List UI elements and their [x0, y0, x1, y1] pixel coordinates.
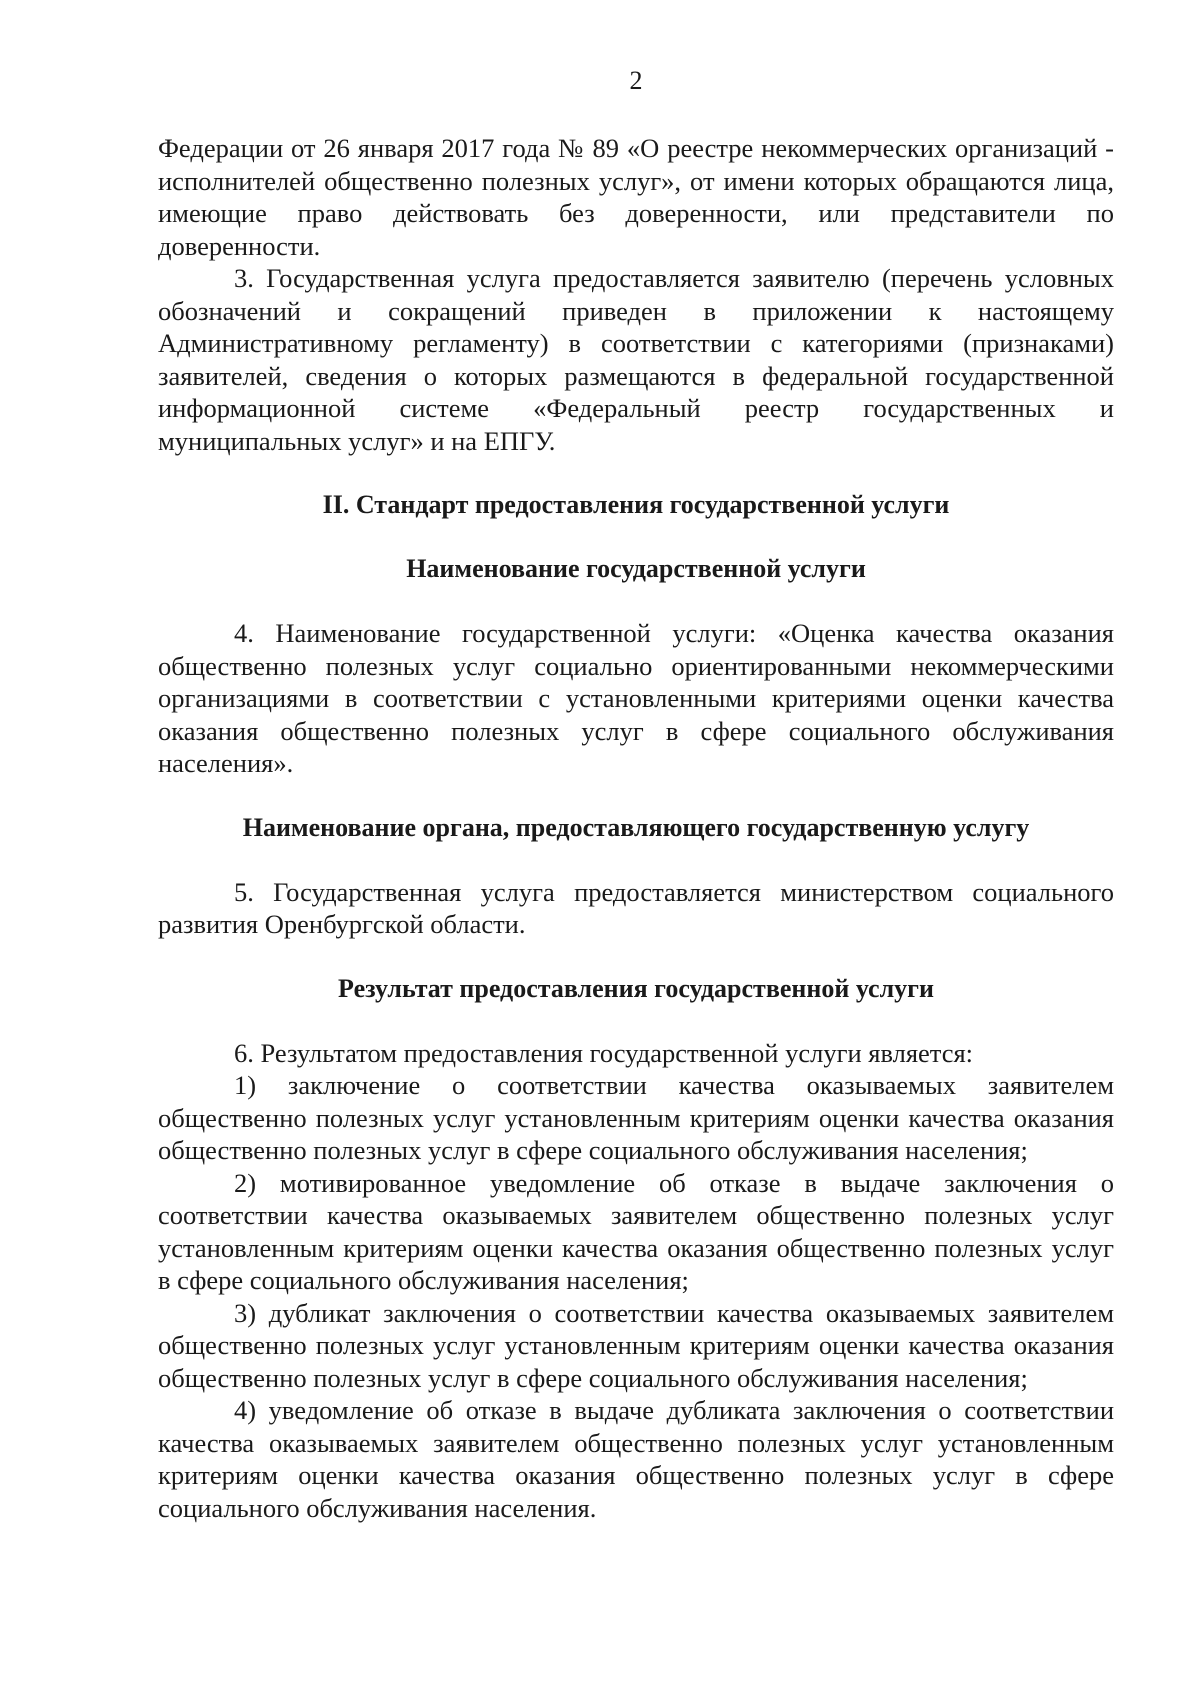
list-item-6-3: 3) дубликат заключения о соответствии качества оказываемых заявителем общественно полезных услуг установленным критериям оценки качества оказания общественно полезных услуг в сфере социального обслуживания населения; — [158, 1297, 1114, 1393]
list-item-6-2: 2) мотивированное уведомление об отказе в выдаче заключения о соответствии качества оказываемых заявителем общественно полезных услуг установленным критериям оценки качества оказания общественно полезных услуг в сфере социального обслуживания населения; — [158, 1167, 1114, 1295]
paragraph-item-5: 5. Государственная услуга предоставляется министерством социального развития Оренбургской области. — [158, 876, 1114, 939]
section-heading: II. Стандарт предоставления государственной услуги — [322, 490, 950, 519]
subheading-authority: Наименование органа, предоставляющего государственную услугу — [242, 812, 1030, 842]
list-item-6-1: 1) заключение о соответствии качества оказываемых заявителем общественно полезных услуг установленным критериям оценки качества оказания общественно полезных услуг в сфере социального обслуживания населения; — [158, 1070, 1114, 1165]
list-item-6-4: 4) уведомление об отказе в выдаче дубликата заключения о соответствии качества оказываемых заявителем общественно полезных услуг установленным критериям оценки качества оказания общественно полезных услуг в сфере социального обслуживания населения. — [158, 1395, 1114, 1523]
page-number: 2 — [629, 66, 643, 95]
subheading-result: Результат предоставления государственной услуги — [338, 973, 934, 1003]
paragraph-item-6: 6. Результатом предоставления государственной услуги является: — [234, 1037, 974, 1068]
paragraph-item-4: 4. Наименование государственной услуги: «Оценка качества оказания общественно полезных услуг социально ориентированными некоммерческими организациями в соответствии с установленными критериями оценки качества оказания общественно полезных услуг в сфере социального обслуживания населения». — [158, 618, 1114, 778]
subheading-service-name: Наименование государственной услуги — [406, 554, 866, 583]
paragraph-item-3: 3. Государственная услуга предоставляется заявителю (перечень условных обозначений и сокращений приведен в приложении к настоящему Административному регламенту) в соответствии с категориями (признаками) заявителей, сведения о которых размещаются в федеральной государственной информационной системе «Федеральный реестр государственных и муниципальных услуг» и на ЕПГУ. — [158, 263, 1114, 456]
intro-paragraph: Федерации от 26 января 2017 года № 89 «О реестре некоммерческих организаций - исполнителей общественно полезных услуг», от имени которых обращаются лица, имеющие право действовать без доверенности, или представители по доверенности. — [158, 133, 1114, 261]
